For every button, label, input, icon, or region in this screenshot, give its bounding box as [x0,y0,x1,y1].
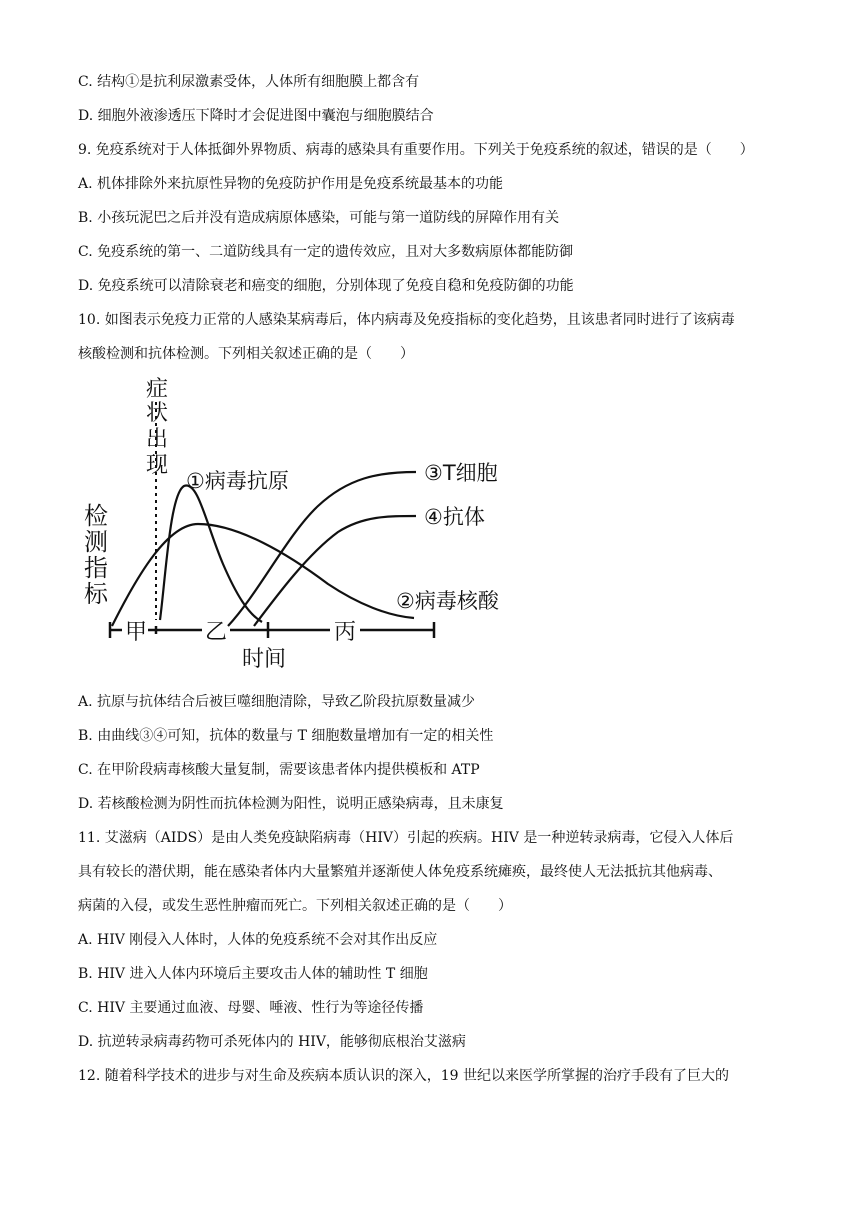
option-a: A. HIV 刚侵入人体时，人体的免疫系统不会对其作出反应 [78,932,438,948]
stage-b-label: 乙 [205,620,228,645]
label-t-cell: ③T细胞 [424,461,498,485]
option-a: A. 抗原与抗体结合后被巨噬细胞清除，导致乙阶段抗原数量减少 [78,694,476,710]
y-axis-label-1: 检 [84,502,108,530]
curve-virus-nucleic-acid [112,524,414,626]
symptom-label-4: 现 [146,453,169,478]
y-axis-label-2: 测 [84,528,108,556]
option-c: C. HIV 主要通过血液、母婴、唾液、性行为等途径传播 [78,1000,424,1016]
option-d: D. 若核酸检测为阴性而抗体检测为阳性，说明正感染病毒，且未康复 [78,796,504,812]
y-axis-label-4: 标 [84,580,108,608]
x-axis-label: 时间 [242,647,287,672]
option-b: B. 小孩玩泥巴之后并没有造成病原体感染，可能与第一道防线的屏障作用有关 [78,210,560,226]
curve-antibody [254,516,416,626]
option-b: B. 由曲线③④可知，抗体的数量与 T 细胞数量增加有一定的相关性 [78,728,494,744]
symptom-label-3: 出 [146,427,169,452]
option-d: D. 免疫系统可以清除衰老和癌变的细胞，分别体现了免疫自稳和免疫防御的功能 [78,278,574,294]
text-line: C. 结构①是抗利尿激素受体，人体所有细胞膜上都含有 [78,74,420,90]
curve-t-cell [228,472,416,626]
symptom-label-2: 状 [146,401,169,426]
question-11-stem: 11. 艾滋病（AIDS）是由人类免疫缺陷病毒（HIV）引起的疾病。HIV 是一种逆转录病毒，它侵入人体后 [78,830,734,846]
y-axis-label-3: 指 [84,554,108,582]
label-antibody: ④抗体 [424,505,485,529]
symptom-label-1: 症 [146,377,169,402]
question-10-stem-cont: 核酸检测和抗体检测。下列相关叙述正确的是（ ） [78,346,414,362]
question-11-stem-cont: 病菌的入侵，或发生恶性肿瘤而死亡。下列相关叙述正确的是（ ） [78,898,512,914]
immune-indicator-figure [78,374,538,674]
label-virus-nucleic-acid: ②病毒核酸 [396,589,499,613]
label-virus-antigen: ①病毒抗原 [186,469,289,493]
question-12-stem: 12. 随着科学技术的进步与对生命及疾病本质认识的深入，19 世纪以来医学所掌握的治疗手段有了巨大的 [78,1068,729,1084]
option-c: C. 免疫系统的第一、二道防线具有一定的遗传效应，且对大多数病原体都能防御 [78,244,574,260]
option-b: B. HIV 进入人体内环境后主要攻击人体的辅助性 T 细胞 [78,966,428,982]
question-10-stem: 10. 如图表示免疫力正常的人感染某病毒后，体内病毒及免疫指标的变化趋势，且该患者同时进行了该病毒 [78,312,735,328]
stage-c-label: 丙 [334,620,357,645]
stage-a-label: 甲 [125,620,148,645]
option-a: A. 机体排除外来抗原性异物的免疫防护作用是免疫系统最基本的功能 [78,176,504,192]
option-d: D. 抗逆转录病毒药物可杀死体内的 HIV，能够彻底根治艾滋病 [78,1034,466,1050]
text-line: D. 细胞外液渗透压下降时才会促进图中囊泡与细胞膜结合 [78,108,434,124]
question-11-stem-cont: 具有较长的潜伏期，能在感染者体内大量繁殖并逐渐使人体免疫系统瘫痪，最终使人无法抵抗其他病毒、 [78,864,722,880]
option-c: C. 在甲阶段病毒核酸大量复制，需要该患者体内提供模板和 ATP [78,762,480,778]
question-9-stem: 9. 免疫系统对于人体抵御外界物质、病毒的感染具有重要作用。下列关于免疫系统的叙述，错误的是（ ） [78,142,754,158]
